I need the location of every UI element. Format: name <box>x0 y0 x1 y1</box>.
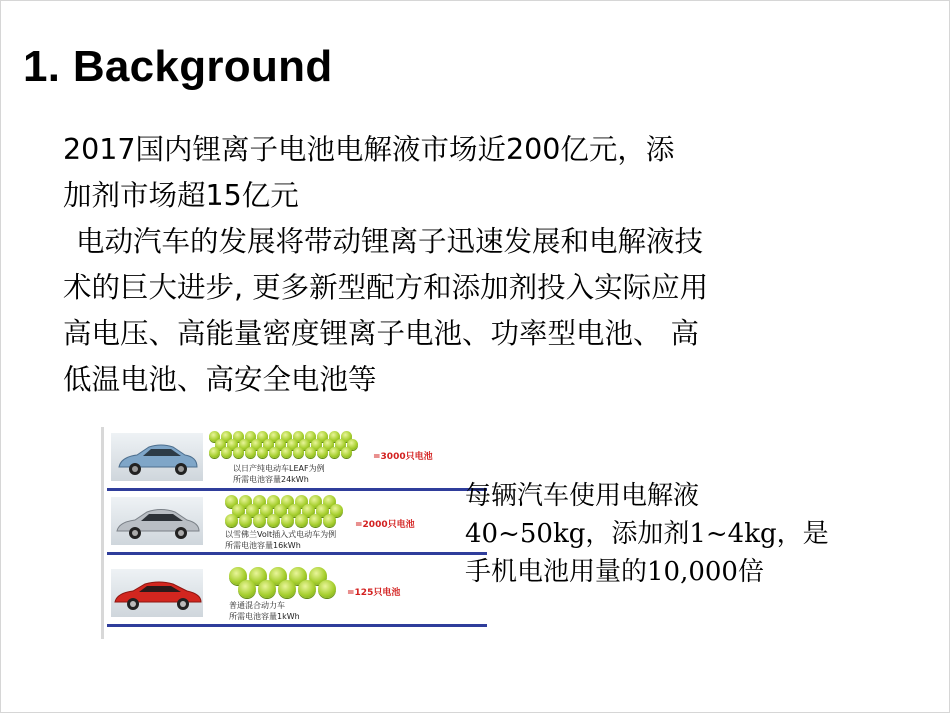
car-image <box>111 569 203 617</box>
car-icon <box>111 569 203 617</box>
body-line: 低温电池、高安全电池等 <box>63 363 377 396</box>
body-line: 电动汽车的发展将带动锂离子迅速发展和电解液技 <box>76 225 704 258</box>
battery-cell <box>267 514 280 527</box>
battery-cell <box>341 447 352 458</box>
figure-caption: 以雪佛兰Volt插入式电动车为例 <box>225 530 337 539</box>
figure-row-volt <box>107 493 487 555</box>
car-icon <box>111 433 203 481</box>
body-line: 术的巨大进步, 更多新型配方和添加剂投入实际应用 <box>63 271 709 304</box>
battery-cell <box>295 514 308 527</box>
car-image <box>111 433 203 481</box>
figure-row-leaf <box>107 429 487 491</box>
battery-comparison-figure <box>101 427 491 639</box>
row-divider <box>107 488 487 491</box>
battery-cell <box>305 447 316 458</box>
battery-cell <box>318 580 336 598</box>
battery-cell <box>258 580 276 598</box>
row-divider <box>107 552 487 555</box>
battery-count-label: =3000只电池 <box>373 452 433 462</box>
battery-cell <box>293 447 304 458</box>
battery-cell <box>323 514 336 527</box>
body-line: 2017国内锂离子电池电解液市场近200亿元，添 <box>63 133 675 166</box>
battery-cell <box>209 447 220 458</box>
callout-line: 40~50kg，添加剂1~4kg，是 <box>465 519 829 549</box>
battery-cell <box>245 447 256 458</box>
car-image <box>111 497 203 545</box>
figure-caption: 普通混合动力车 <box>229 601 285 610</box>
callout-line: 手机电池用量的10,000倍 <box>465 557 764 587</box>
battery-cell <box>278 580 296 598</box>
figure-caption: 所需电池容量16kWh <box>225 541 301 550</box>
battery-cell <box>238 580 256 598</box>
battery-cell <box>253 514 266 527</box>
row-divider <box>107 624 487 627</box>
battery-cell <box>239 514 252 527</box>
callout-line: 每辆汽车使用电解液 <box>465 481 700 511</box>
battery-count-label: =125只电池 <box>347 588 401 598</box>
battery-cell <box>225 514 238 527</box>
battery-cell <box>317 447 328 458</box>
figure-caption: 以日产纯电动车LEAF为例 <box>233 464 325 473</box>
battery-cell <box>221 447 232 458</box>
figure-row-hybrid <box>107 565 487 627</box>
figure-edge <box>101 427 104 639</box>
body-text <box>63 127 903 403</box>
battery-cell <box>281 514 294 527</box>
battery-count-label: =2000只电池 <box>355 520 415 530</box>
slide-title: 1. Background <box>23 42 333 91</box>
battery-cell <box>329 447 340 458</box>
battery-cell <box>298 580 316 598</box>
battery-cell <box>281 447 292 458</box>
battery-cell <box>269 447 280 458</box>
battery-cell <box>257 447 268 458</box>
battery-cell <box>309 514 322 527</box>
figure-caption: 所需电池容量24kWh <box>233 475 309 484</box>
figure-caption: 所需电池容量1kWh <box>229 612 300 621</box>
body-line: 高电压、高能量密度锂离子电池、功率型电池、 高 <box>63 317 700 350</box>
body-line: 加剂市场超15亿元 <box>63 179 299 212</box>
car-icon <box>111 497 203 545</box>
callout-text <box>465 477 829 591</box>
battery-cell <box>233 447 244 458</box>
